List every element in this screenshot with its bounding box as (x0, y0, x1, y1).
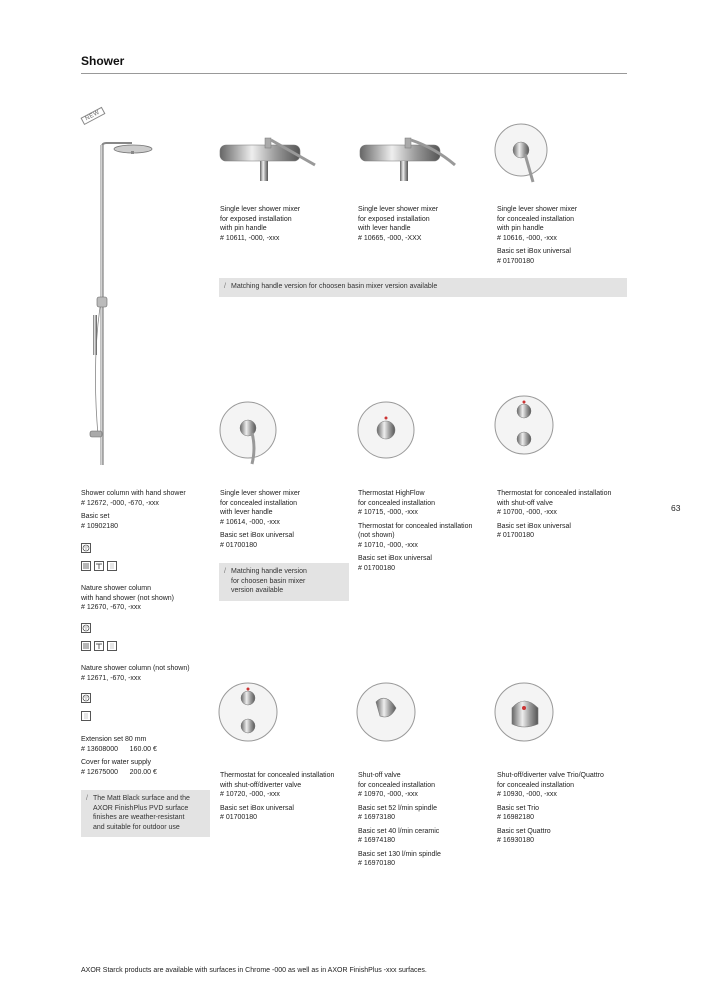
thermostat-highflow-image (356, 398, 416, 463)
product-10715: Thermostat HighFlow for concealed installation # 10715, -000, -xxx Thermostat for concealed installation (not shown) # 10710, -000, -xxx Basic set iBox universal # 01700180 (358, 490, 473, 572)
product-10700: Thermostat for concealed installation with shut-off valve # 10700, -000, -xxx Basic set iBox universal # 01700180 (497, 490, 612, 539)
product-10720: Thermostat for concealed installation with shut-off/diverter valve # 10720, -000, -xxx Basic set iBox universal # 01700180 (220, 772, 335, 821)
section-title: Shower (81, 54, 125, 68)
diverter-trio-quattro-image (494, 672, 554, 752)
spray-mode-icon (94, 561, 104, 571)
shut-off-valve-image (356, 672, 416, 752)
spray-mode-icon (81, 641, 91, 651)
title-rule (81, 73, 627, 74)
product-10970: Shut-off valve for concealed installation # 10970, -000, -xxx Basic set 52 l/min spindle # 16973180 Basic set 40 l/min ceramic # 16974180 Basic set 130 l/min spindle # 16970180 (358, 772, 441, 867)
spray-mode-icon (94, 641, 104, 651)
product-12670: Nature shower column with hand shower (not shown) # 12670, -670, -xxx (81, 585, 174, 611)
shower-head-icon (81, 693, 91, 703)
exposed-mixer-lever-image (355, 130, 465, 190)
spray-mode-icon (81, 561, 91, 571)
shower-column-image (78, 135, 168, 470)
shower-head-icon (81, 623, 91, 633)
row1-note: / Matching handle version for choosen basin mixer version available (219, 278, 627, 297)
product-10665: Single lever shower mixer for exposed installation with lever handle # 10665, -000, -XXX (358, 206, 439, 242)
outdoor-note: / The Matt Black surface and the AXOR FinishPlus PVD surface finishes are weather-resistant and suitable for outdoor use (81, 790, 210, 837)
product-12672: Shower column with hand shower # 12672, -000, -670, -xxx Basic set # 10902180 (81, 490, 186, 530)
product-13608000: Extension set 80 mm # 13608000 160.00 € Cover for water supply # 12675000 200.00 € (81, 736, 157, 776)
footer-note: AXOR Starck products are available with surfaces in Chrome -000 as well as in AXOR FinishPlus -xxx surfaces. (81, 967, 427, 974)
shower-head-icon (81, 543, 91, 553)
thermostat-shutoff-image (494, 385, 554, 465)
row2-note: / Matching handle version for choosen basin mixer version available (219, 563, 349, 601)
product-10611: Single lever shower mixer for exposed installation with pin handle # 10611, -000, -xxx (220, 206, 301, 242)
product-10614: Single lever shower mixer for concealed installation with lever handle # 10614, -000, -xxx Basic set iBox universal # 01700180 (220, 490, 301, 549)
spray-mode-icon (107, 561, 117, 571)
spray-mode-icon (81, 711, 91, 721)
spray-mode-icon (107, 641, 117, 651)
concealed-mixer-lever-image (218, 398, 278, 468)
concealed-mixer-pin-image (493, 122, 553, 187)
product-10616: Single lever shower mixer for concealed installation with pin handle # 10616, -000, -xxx Basic set iBox universal # 01700180 (497, 206, 578, 265)
page-number: 63 (671, 503, 681, 513)
product-12671: Nature shower column (not shown) # 12671, -670, -xxx (81, 665, 190, 682)
thermostat-diverter-image (218, 672, 278, 752)
product-10930: Shut-off/diverter valve Trio/Quattro for concealed installation # 10930, -000, -xxx Basic set Trio # 16982180 Basic set Quattro # 16930180 (497, 772, 604, 844)
new-badge: NEW (80, 107, 105, 125)
exposed-mixer-pin-image (215, 130, 325, 190)
